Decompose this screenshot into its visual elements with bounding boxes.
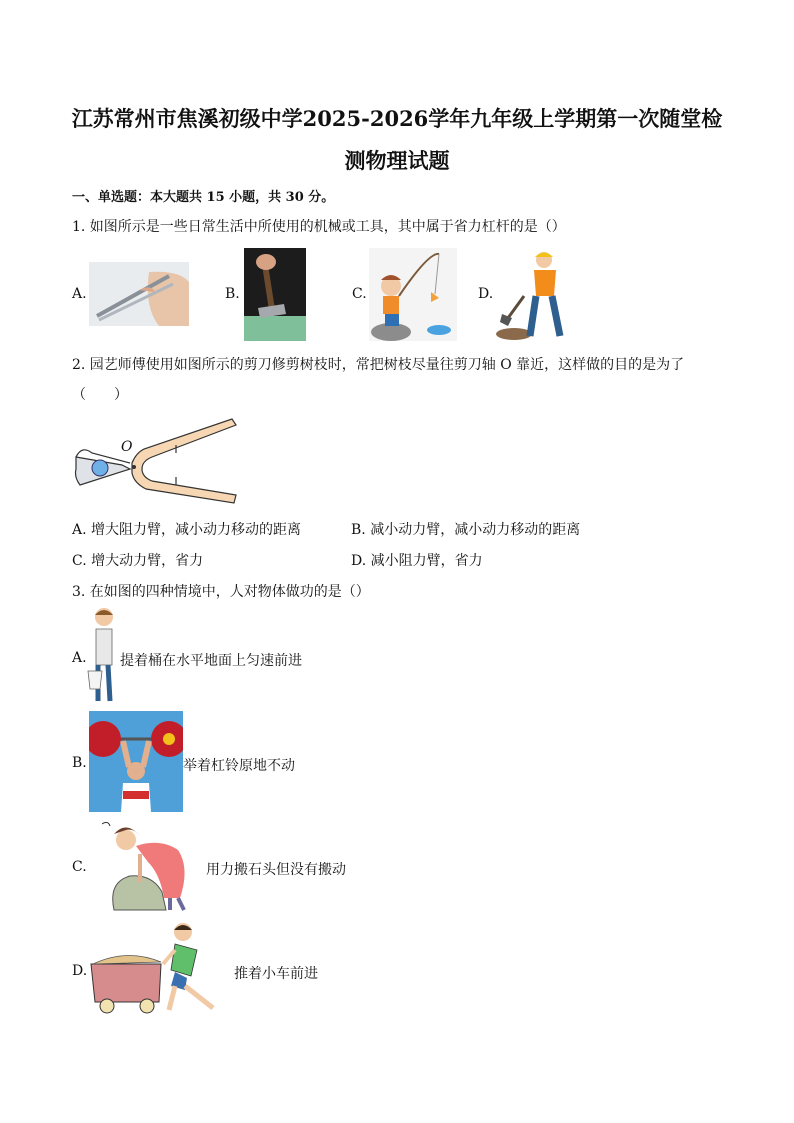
tweezers-icon bbox=[89, 262, 189, 326]
q2-option-d[interactable]: D. 减小阻力臂，省力 bbox=[351, 553, 483, 569]
bucket-carrier-icon bbox=[86, 605, 120, 709]
q3-option-d-caption: 推着小车前进 bbox=[234, 966, 318, 982]
q3-option-c-caption: 用力搬石头但没有搬动 bbox=[206, 862, 346, 878]
q3-option-a-label[interactable]: A. bbox=[72, 650, 87, 666]
scissors-figure bbox=[72, 415, 242, 505]
q3-stem: 3. 在如图的四种情境中，人对物体做功的是（） bbox=[72, 584, 370, 600]
page-title-line1: 江苏常州市焦溪初级中学2025-2026学年九年级上学期第一次随堂检 bbox=[71, 106, 723, 131]
fishing-rod-icon bbox=[369, 248, 457, 341]
q2-option-c[interactable]: C. 增大动力臂，省力 bbox=[72, 553, 204, 569]
q1-option-d-label[interactable]: D. bbox=[478, 286, 494, 302]
q1-option-c-label[interactable]: C. bbox=[352, 286, 367, 302]
shovel-icon bbox=[494, 248, 576, 341]
section-header: 一、单选题：本大题共 15 小题，共 30 分。 bbox=[72, 190, 335, 205]
q2-stem-line1: 2. 园艺师傅使用如图所示的剪刀修剪树枝时，常把树枝尽量往剪刀轴 O 靠近，这样做的目的是为了 bbox=[72, 357, 685, 373]
q3-option-c-label[interactable]: C. bbox=[72, 859, 87, 875]
q3-option-b-label[interactable]: B. bbox=[72, 755, 87, 771]
q2-option-a[interactable]: A. 增大阻力臂，减小动力移动的距离 bbox=[72, 522, 302, 538]
weightlifter-icon bbox=[89, 711, 183, 812]
q3-option-a-caption: 提着桶在水平地面上匀速前进 bbox=[120, 653, 302, 669]
q2-stem-line2: （ ） bbox=[72, 387, 128, 403]
stone-lifter-icon bbox=[100, 818, 202, 914]
pivot-o-label: O bbox=[121, 439, 133, 455]
q3-option-d-label[interactable]: D. bbox=[72, 963, 88, 979]
q1-option-a-label[interactable]: A. bbox=[72, 286, 87, 302]
q3-option-b-caption: 举着杠铃原地不动 bbox=[183, 758, 295, 774]
q1-stem: 1. 如图所示是一些日常生活中所使用的机械或工具，其中属于省力杠杆的是（） bbox=[72, 219, 566, 235]
cart-pusher-icon bbox=[87, 920, 233, 1018]
q1-option-b-label[interactable]: B. bbox=[225, 286, 240, 302]
hammer-icon bbox=[244, 248, 306, 341]
page-title-line2: 测物理试题 bbox=[344, 148, 450, 173]
q2-option-b[interactable]: B. 减小动力臂，减小动力移动的距离 bbox=[351, 522, 581, 538]
